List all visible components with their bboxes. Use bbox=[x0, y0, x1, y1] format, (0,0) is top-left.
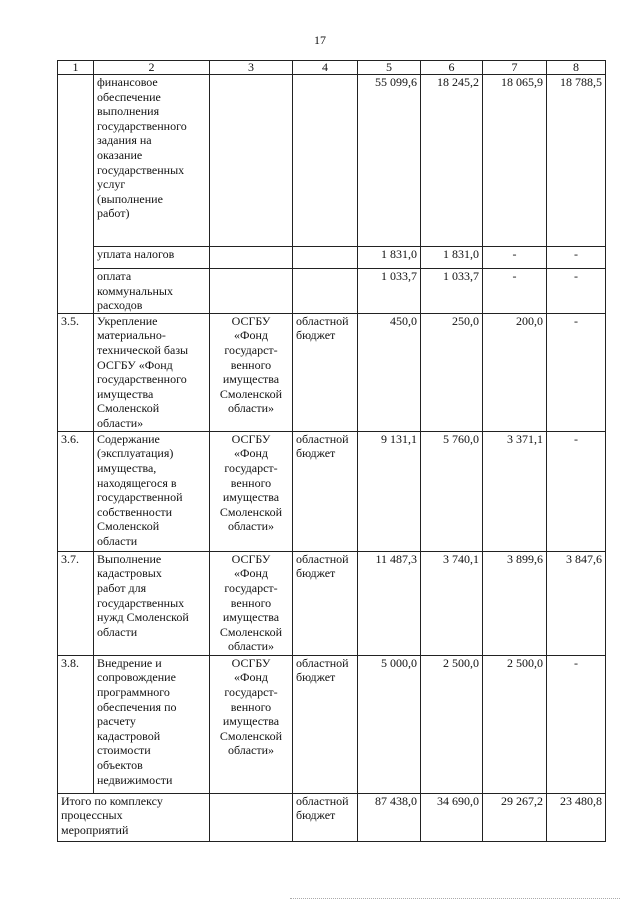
description-cell bbox=[94, 75, 210, 247]
description-text: уплата налогов bbox=[97, 247, 175, 261]
organization-cell bbox=[210, 313, 293, 431]
row-number-cell: 3.6. bbox=[58, 431, 94, 551]
table-row bbox=[58, 551, 606, 655]
row-number-cell: 3.8. bbox=[58, 655, 94, 793]
organization-text: ОСГБУ «Фонд государст- венного имущества Смоленской области» bbox=[219, 313, 283, 416]
value-cell: - bbox=[547, 313, 606, 431]
description-cell bbox=[94, 431, 210, 551]
funding-source-text: областной бюджет bbox=[296, 655, 349, 685]
header-col-2: 2 bbox=[94, 61, 210, 75]
table-row bbox=[58, 431, 606, 551]
table-row bbox=[58, 655, 606, 793]
value-cell: 3 899,6 bbox=[483, 551, 547, 655]
table-row bbox=[58, 269, 606, 314]
value-cell: 450,0 bbox=[358, 313, 421, 431]
description-text: Укрепление материально- технической базы ОСГБУ «Фонд государственного имущества Смоленской области» bbox=[97, 313, 189, 430]
value-cell: 23 480,8 bbox=[547, 793, 606, 841]
value-cell: - bbox=[547, 247, 606, 269]
total-label-cell bbox=[58, 793, 210, 841]
organization-text: ОСГБУ «Фонд государст- венного имущества Смоленской области» bbox=[219, 551, 283, 654]
header-row bbox=[58, 61, 606, 75]
value-cell: 18 788,5 bbox=[547, 75, 606, 247]
total-row bbox=[58, 793, 606, 841]
funding-source-cell bbox=[293, 551, 358, 655]
value-cell: 18 245,2 bbox=[421, 75, 483, 247]
description-cell bbox=[94, 551, 210, 655]
value-cell: - bbox=[547, 655, 606, 793]
header-col-8: 8 bbox=[547, 61, 606, 75]
value-cell: 55 099,6 bbox=[358, 75, 421, 247]
value-cell: 2 500,0 bbox=[421, 655, 483, 793]
value-cell: 250,0 bbox=[421, 313, 483, 431]
row-number-cell: 3.5. bbox=[58, 313, 94, 431]
header-col-5: 5 bbox=[358, 61, 421, 75]
total-organization-cell bbox=[210, 793, 293, 841]
value-cell: - bbox=[483, 247, 547, 269]
table-row bbox=[58, 75, 606, 247]
organization-cell bbox=[210, 431, 293, 551]
funding-source-text: областной бюджет bbox=[296, 313, 349, 343]
organization-cell bbox=[210, 551, 293, 655]
page-number: 17 bbox=[314, 33, 326, 47]
value-cell: 29 267,2 bbox=[483, 793, 547, 841]
description-text: Выполнение кадастровых работ для государственных нужд Смоленской области bbox=[97, 551, 189, 639]
value-cell: 5 000,0 bbox=[358, 655, 421, 793]
row-number-cell bbox=[58, 75, 94, 314]
value-cell: 200,0 bbox=[483, 313, 547, 431]
description-cell bbox=[94, 313, 210, 431]
value-cell: 87 438,0 bbox=[358, 793, 421, 841]
organization-text: ОСГБУ «Фонд государст- венного имущества Смоленской области» bbox=[219, 655, 283, 758]
value-cell: 2 500,0 bbox=[483, 655, 547, 793]
header-col-4: 4 bbox=[293, 61, 358, 75]
header-col-6: 6 bbox=[421, 61, 483, 75]
header-col-1: 1 bbox=[58, 61, 94, 75]
description-cell bbox=[94, 269, 210, 314]
organization-cell bbox=[210, 269, 293, 314]
value-cell: 34 690,0 bbox=[421, 793, 483, 841]
organization-text: ОСГБУ «Фонд государст- венного имущества Смоленской области» bbox=[219, 431, 283, 534]
funding-source-cell bbox=[293, 269, 358, 314]
value-cell: 9 131,1 bbox=[358, 431, 421, 551]
value-cell: 1 831,0 bbox=[421, 247, 483, 269]
value-cell: 3 371,1 bbox=[483, 431, 547, 551]
value-cell: 11 487,3 bbox=[358, 551, 421, 655]
funding-source-cell bbox=[293, 431, 358, 551]
header-col-7: 7 bbox=[483, 61, 547, 75]
scan-artifact bbox=[290, 896, 620, 899]
description-cell bbox=[94, 655, 210, 793]
organization-cell bbox=[210, 247, 293, 269]
value-cell: - bbox=[547, 431, 606, 551]
total-funding-source-text: областной бюджет bbox=[296, 793, 349, 823]
description-text: оплата коммунальных расходов bbox=[97, 269, 173, 313]
table-row bbox=[58, 313, 606, 431]
funding-source-cell bbox=[293, 75, 358, 247]
organization-cell bbox=[210, 75, 293, 247]
description-cell bbox=[94, 247, 210, 269]
description-text: Внедрение и сопровождение программного обеспечения по расчету кадастровой стоимости объектов недвижимости bbox=[97, 655, 177, 787]
row-number-cell: 3.7. bbox=[58, 551, 94, 655]
funding-source-cell bbox=[293, 247, 358, 269]
table-row bbox=[58, 247, 606, 269]
total-label-text: Итого по комплексу процессных мероприятий bbox=[61, 793, 163, 837]
description-text: Содержание (эксплуатация) имущества, находящегося в государственной собственности Смоленской области bbox=[97, 431, 183, 548]
funding-source-cell bbox=[293, 655, 358, 793]
value-cell: 3 740,1 bbox=[421, 551, 483, 655]
value-cell: 5 760,0 bbox=[421, 431, 483, 551]
total-funding-source-cell bbox=[293, 793, 358, 841]
organization-cell bbox=[210, 655, 293, 793]
funding-source-cell bbox=[293, 313, 358, 431]
funding-source-text: областной бюджет bbox=[296, 431, 349, 461]
header-col-3: 3 bbox=[210, 61, 293, 75]
value-cell: 1 831,0 bbox=[358, 247, 421, 269]
value-cell: - bbox=[547, 269, 606, 314]
value-cell: 3 847,6 bbox=[547, 551, 606, 655]
value-cell: 1 033,7 bbox=[421, 269, 483, 314]
funding-source-text: областной бюджет bbox=[296, 551, 349, 581]
description-text: финансовое обеспечение выполнения государственного задания на оказание государственных услуг (выполнение работ) bbox=[97, 75, 187, 221]
value-cell: 18 065,9 bbox=[483, 75, 547, 247]
budget-table bbox=[57, 60, 606, 842]
value-cell: - bbox=[483, 269, 547, 314]
value-cell: 1 033,7 bbox=[358, 269, 421, 314]
